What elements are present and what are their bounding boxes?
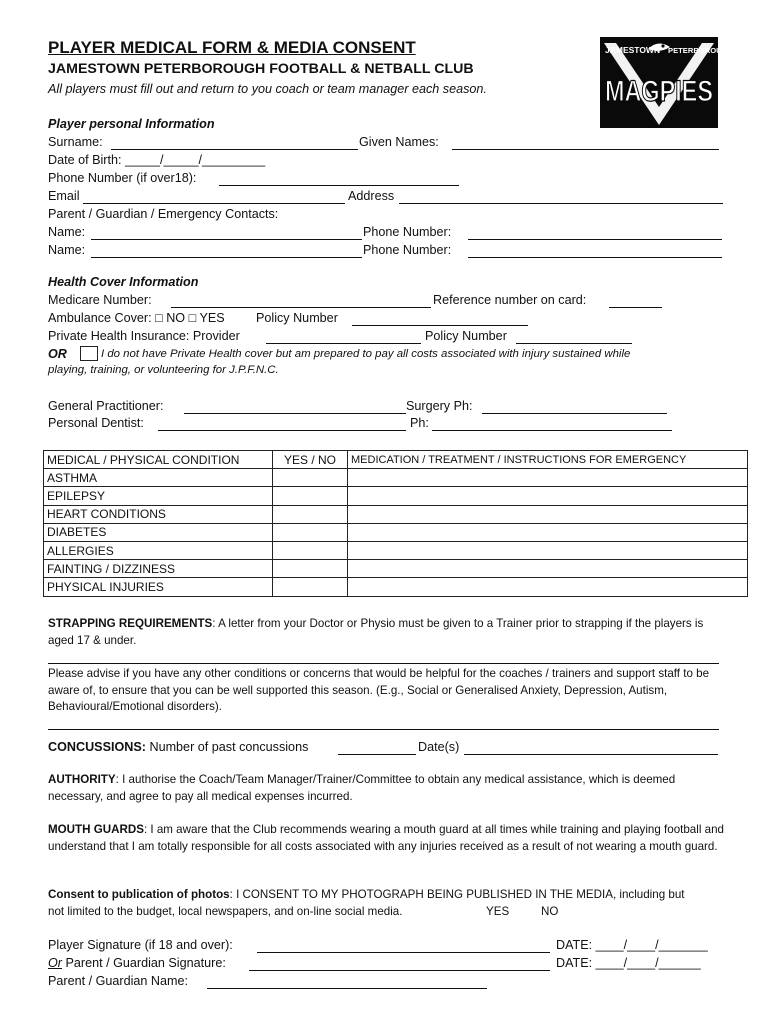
or-label: OR	[48, 347, 67, 361]
no-cover-text-line2: playing, training, or volunteering for J.P.F.N.C.	[48, 364, 279, 376]
photos-consent-line1	[48, 888, 685, 901]
medical-conditions-table	[43, 450, 748, 597]
parent-signature-row	[48, 956, 226, 970]
dob-field[interactable]: Date of Birth: _____/_____/_________	[48, 153, 266, 167]
personal-heading: Player personal Information	[48, 117, 215, 131]
condition-label: EPILEPSY	[44, 487, 273, 505]
photos-label: Consent to publication of photos	[48, 888, 230, 901]
photos-consent-line2: not limited to the budget, local newspapers, and on-line social media.	[48, 905, 403, 918]
table-header-medication: MEDICATION / TREATMENT / INSTRUCTIONS FOR EMERGENCY	[348, 451, 748, 469]
table-row	[44, 505, 748, 523]
mouth-guards-text: : I am aware that the Club recommends wearing a mouth guard at all times while training and playing football and understand that I am totally responsible for all costs associated with any injuries received as a result of not wearing a mouth guard.	[48, 823, 724, 853]
email-field[interactable]	[83, 203, 345, 204]
yes-no-cell[interactable]	[273, 560, 348, 578]
private-provider-field[interactable]	[266, 343, 421, 344]
concussion-dates-label: Date(s)	[418, 740, 460, 754]
table-row	[44, 541, 748, 559]
instruction-text: All players must fill out and return to you coach or team manager each season.	[48, 82, 487, 96]
logo-text-left: JAMESTOWN	[605, 45, 661, 55]
ambulance-policy-field[interactable]	[352, 325, 528, 326]
authority-paragraph	[48, 772, 724, 805]
table-row	[44, 469, 748, 487]
surgery-ph-label: Surgery Ph:	[406, 399, 473, 413]
table-header-yes-no: YES / NO	[273, 451, 348, 469]
dentist-ph-field[interactable]	[432, 430, 672, 431]
contact1-name-label: Name:	[48, 225, 86, 239]
contact1-phone-field[interactable]	[468, 239, 722, 240]
ambulance-policy-label: Policy Number	[256, 311, 338, 325]
club-name: JAMESTOWN PETERBOROUGH FOOTBALL & NETBALL CLUB	[48, 61, 474, 77]
yes-no-cell[interactable]	[273, 469, 348, 487]
private-policy-label: Policy Number	[425, 329, 507, 343]
strapping-label: STRAPPING REQUIREMENTS	[48, 617, 213, 630]
medication-cell[interactable]	[348, 469, 748, 487]
medication-cell[interactable]	[348, 541, 748, 559]
mouth-guards-paragraph	[48, 822, 724, 855]
condition-label: HEART CONDITIONS	[44, 505, 273, 523]
contact2-phone-field[interactable]	[468, 257, 722, 258]
condition-label: PHYSICAL INJURIES	[44, 578, 273, 596]
player-signature-field[interactable]	[257, 952, 550, 953]
yes-no-cell[interactable]	[273, 505, 348, 523]
yes-no-cell[interactable]	[273, 523, 348, 541]
contact2-name-label: Name:	[48, 243, 86, 257]
club-logo	[600, 37, 733, 128]
logo-text-right: PETERBOROUGH	[668, 46, 733, 55]
strapping-paragraph	[48, 616, 724, 649]
condition-label: ALLERGIES	[44, 541, 273, 559]
parent-name-field[interactable]	[207, 988, 487, 989]
reference-label: Reference number on card:	[433, 293, 587, 307]
health-heading: Health Cover Information	[48, 275, 199, 289]
condition-label: ASTHMA	[44, 469, 273, 487]
surname-field[interactable]	[111, 149, 358, 150]
strapping-text: : A letter from your Doctor or Physio must be given to a Trainer prior to strapping if the players is aged 17 & under.	[48, 617, 704, 647]
phone-field[interactable]	[219, 185, 459, 186]
yes-no-cell[interactable]	[273, 578, 348, 596]
photos-text: : I CONSENT TO MY PHOTOGRAPH BEING PUBLISHED IN THE MEDIA, including but	[229, 888, 685, 901]
concussions-row	[48, 740, 308, 754]
medication-cell[interactable]	[348, 505, 748, 523]
page-title: PLAYER MEDICAL FORM & MEDIA CONSENT	[48, 38, 416, 57]
dentist-field[interactable]	[158, 430, 406, 431]
contact2-name-field[interactable]	[91, 257, 362, 258]
contact2-phone-label: Phone Number:	[363, 243, 452, 257]
address-label: Address	[348, 189, 395, 203]
photos-no-option[interactable]: NO	[541, 905, 559, 918]
medication-cell[interactable]	[348, 487, 748, 505]
parent-signature-field[interactable]	[249, 970, 550, 971]
table-header-condition: MEDICAL / PHYSICAL CONDITION	[44, 451, 273, 469]
parent-date-field[interactable]: DATE: ____/____/______	[556, 956, 701, 970]
contact1-name-field[interactable]	[91, 239, 362, 240]
table-row	[44, 560, 748, 578]
email-label: Email	[48, 189, 80, 203]
address-field[interactable]	[399, 203, 723, 204]
contacts-label: Parent / Guardian / Emergency Contacts:	[48, 207, 279, 221]
logo-wordmark: MAGPIES	[605, 75, 713, 108]
private-provider-label: Private Health Insurance: Provider	[48, 329, 240, 343]
medication-cell[interactable]	[348, 578, 748, 596]
medicare-label: Medicare Number:	[48, 293, 152, 307]
player-signature-label: Player Signature (if 18 and over):	[48, 938, 233, 952]
table-row	[44, 578, 748, 596]
photos-yes-option[interactable]: YES	[486, 905, 510, 918]
dentist-label: Personal Dentist:	[48, 416, 144, 430]
surname-label: Surname:	[48, 135, 103, 149]
parent-signature-label: Parent / Guardian Signature:	[62, 956, 226, 970]
contact1-phone-label: Phone Number:	[363, 225, 452, 239]
concussion-dates-field[interactable]	[464, 754, 718, 755]
mouth-guards-label: MOUTH GUARDS	[48, 823, 144, 836]
authority-text: : I authorise the Coach/Team Manager/Trainer/Committee to obtain any medical assistance, which is deemed necessary, and agree to pay all medical expenses incurred.	[48, 773, 676, 803]
given-names-label: Given Names:	[359, 135, 439, 149]
no-cover-text-line1: I do not have Private Health cover but am prepared to pay all costs associated with injury sustained while	[101, 348, 631, 360]
ambulance-cover-option[interactable]: Ambulance Cover: □ NO □ YES	[48, 311, 225, 325]
strapping-notes-field[interactable]	[48, 663, 719, 664]
dentist-ph-label: Ph:	[410, 416, 429, 430]
private-policy-field[interactable]	[516, 343, 632, 344]
magpie-logo-graphic	[600, 37, 733, 128]
player-date-field[interactable]: DATE: ____/____/_______	[556, 938, 708, 952]
no-cover-checkbox[interactable]	[80, 346, 98, 364]
gp-field[interactable]	[184, 413, 406, 414]
table-row	[44, 487, 748, 505]
given-names-field[interactable]	[452, 149, 719, 150]
condition-label: DIABETES	[44, 523, 273, 541]
surgery-ph-field[interactable]	[482, 413, 667, 414]
concussions-count-field[interactable]	[338, 754, 416, 755]
yes-no-cell[interactable]	[273, 541, 348, 559]
medication-cell[interactable]	[348, 560, 748, 578]
medication-cell[interactable]	[348, 523, 748, 541]
concussions-text: Number of past concussions	[149, 740, 309, 754]
condition-label: FAINTING / DIZZINESS	[44, 560, 273, 578]
medicare-field[interactable]	[171, 307, 431, 308]
table-header-row	[44, 451, 748, 469]
yes-no-cell[interactable]	[273, 487, 348, 505]
phone-label: Phone Number (if over18):	[48, 171, 197, 185]
authority-label: AUTHORITY	[48, 773, 116, 786]
parent-name-label: Parent / Guardian Name:	[48, 974, 189, 988]
reference-field[interactable]	[609, 307, 662, 308]
or-signature-label: Or	[48, 956, 62, 970]
other-conditions-field[interactable]	[48, 729, 719, 730]
gp-label: General Practitioner:	[48, 399, 164, 413]
other-conditions-text: Please advise if you have any other conditions or concerns that would be helpful for the coaches / trainers and support staff to be aware of, to ensure that you can be well supported this season. (E.g., Social or Generalised Anxiety, Depression, Autism, Behavioural/Emotional disorders).	[48, 667, 710, 713]
concussions-label: CONCUSSIONS:	[48, 740, 146, 754]
table-row	[44, 523, 748, 541]
